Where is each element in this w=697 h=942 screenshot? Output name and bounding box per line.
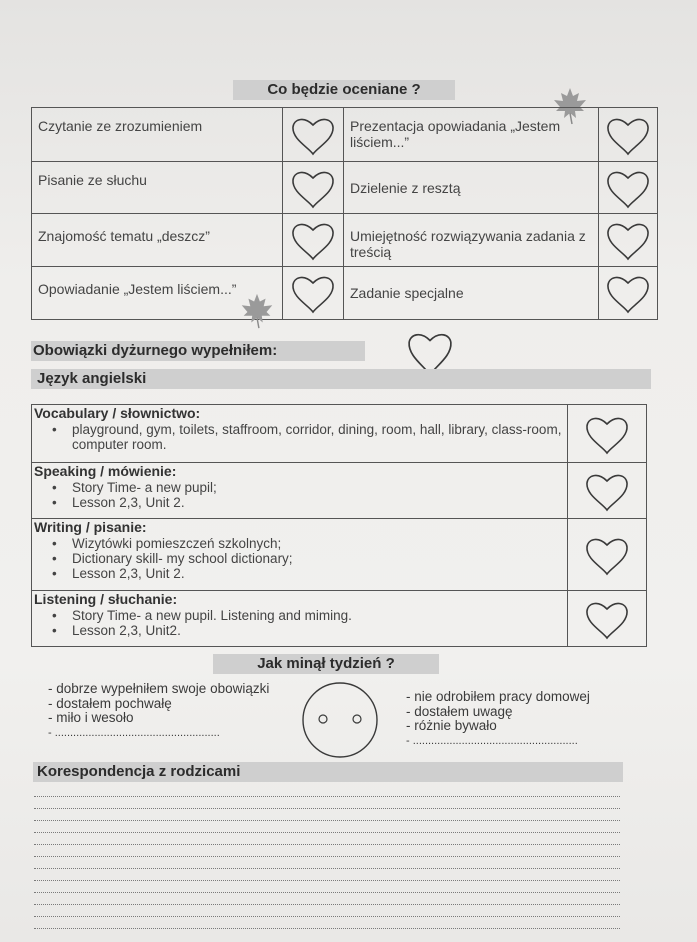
week-left-options: [48, 682, 288, 740]
english-section: [32, 405, 568, 463]
heart-icon: [290, 219, 336, 261]
section-heading: Listening / słuchanie:: [34, 591, 178, 607]
week-option[interactable]: - różnie bywało: [406, 718, 497, 733]
writing-line[interactable]: [34, 832, 620, 834]
heart-box[interactable]: [598, 162, 657, 214]
writing-line[interactable]: [34, 844, 620, 846]
week-option-blank[interactable]: - ......................................................: [48, 726, 220, 739]
list-item: • Lesson 2,3, Unit2.: [72, 623, 567, 638]
list-item: • playground, gym, toilets, staffroom, corridor, dining, room, hall, library, class-room, computer room.: [72, 422, 567, 452]
grading-cell-left: Opowiadanie „Jestem liściem...”: [32, 267, 283, 320]
week-option[interactable]: - miło i wesoło: [48, 710, 134, 725]
week-option-blank[interactable]: - ......................................................: [406, 734, 578, 747]
heart-icon: [605, 219, 651, 261]
week-option[interactable]: - nie odrobiłem pracy domowej: [406, 689, 590, 704]
week-option[interactable]: - dostałem uwagę: [406, 703, 513, 719]
heart-icon: [584, 534, 630, 576]
english-table: [31, 404, 647, 647]
english-section: [32, 519, 568, 591]
writing-line[interactable]: [34, 820, 620, 822]
heart-icon: [290, 167, 336, 209]
grading-cell-right: Umiejętność rozwiązywania zadania z treścią: [343, 214, 598, 267]
writing-line[interactable]: [34, 904, 620, 906]
grading-cell-left: Znajomość tematu „deszcz”: [32, 214, 283, 267]
week-option[interactable]: - dobrze wypełniłem swoje obowiązki: [48, 681, 270, 696]
writing-line[interactable]: [34, 880, 620, 882]
list-item: • Lesson 2,3, Unit 2.: [72, 566, 567, 581]
list-item: • Story Time- a new pupil;: [72, 480, 567, 495]
heart-box[interactable]: [598, 214, 657, 267]
week-title-bar: [213, 654, 439, 674]
grading-cell-left: Pisanie ze słuchu: [32, 162, 283, 214]
writing-line[interactable]: [34, 928, 620, 930]
maple-leaf-icon: [236, 290, 278, 332]
heart-icon: [605, 167, 651, 209]
section-heading: Writing / pisanie:: [34, 519, 147, 535]
list-item: • Story Time- a new pupil. Listening and miming.: [72, 608, 567, 623]
list-item: • Dictionary skill- my school dictionary;: [72, 551, 567, 566]
grading-cell-right: Dzielenie z resztą: [343, 162, 598, 214]
face-icon: [300, 680, 380, 760]
heart-box[interactable]: [568, 463, 647, 519]
english-section: [32, 463, 568, 519]
grading-title: Co będzie oceniane ?: [267, 81, 421, 98]
writing-line[interactable]: [34, 808, 620, 810]
section-heading: Vocabulary / słownictwo:: [34, 405, 201, 421]
heart-box[interactable]: [568, 405, 647, 463]
week-right-options: [406, 690, 626, 748]
writing-line[interactable]: [34, 868, 620, 870]
heart-box[interactable]: [282, 214, 343, 267]
heart-box[interactable]: [598, 108, 657, 162]
heart-icon: [290, 272, 336, 314]
grading-table: [31, 107, 658, 320]
grading-cell-left: Czytanie ze zrozumieniem: [32, 108, 283, 162]
section-heading: Speaking / mówienie:: [34, 463, 177, 479]
list-item: • Lesson 2,3, Unit 2.: [72, 495, 567, 510]
list-item: • Wizytówki pomieszczeń szkolnych;: [72, 536, 567, 551]
grading-title-bar: [233, 80, 455, 100]
english-title: Język angielski: [37, 370, 147, 387]
heart-box[interactable]: [282, 162, 343, 214]
week-option[interactable]: - dostałem pochwałę: [48, 695, 172, 711]
heart-icon: [290, 114, 336, 156]
heart-icon: [605, 114, 651, 156]
heart-box[interactable]: [568, 519, 647, 591]
correspondence-title-bar: [33, 762, 623, 782]
heart-box[interactable]: [568, 591, 647, 647]
grading-cell-right: Zadanie specjalne: [343, 267, 598, 320]
duties-bar: [31, 341, 365, 361]
heart-box[interactable]: [282, 267, 343, 320]
heart-box[interactable]: [598, 267, 657, 320]
heart-icon: [584, 413, 630, 455]
week-title: Jak minął tydzień ?: [257, 655, 395, 672]
writing-line[interactable]: [34, 892, 620, 894]
heart-box[interactable]: [282, 108, 343, 162]
duties-label: Obowiązki dyżurnego wypełniłem:: [33, 342, 278, 359]
correspondence-title: Korespondencja z rodzicami: [37, 763, 241, 780]
heart-icon: [584, 598, 630, 640]
heart-icon: [605, 272, 651, 314]
heart-icon: [584, 470, 630, 512]
writing-line[interactable]: [34, 856, 620, 858]
writing-line[interactable]: [34, 796, 620, 798]
grading-cell-right: Prezentacja opowiadania „Jestem liściem...”: [343, 108, 598, 162]
english-section: [32, 591, 568, 647]
writing-line[interactable]: [34, 916, 620, 918]
english-title-bar: [31, 369, 651, 389]
